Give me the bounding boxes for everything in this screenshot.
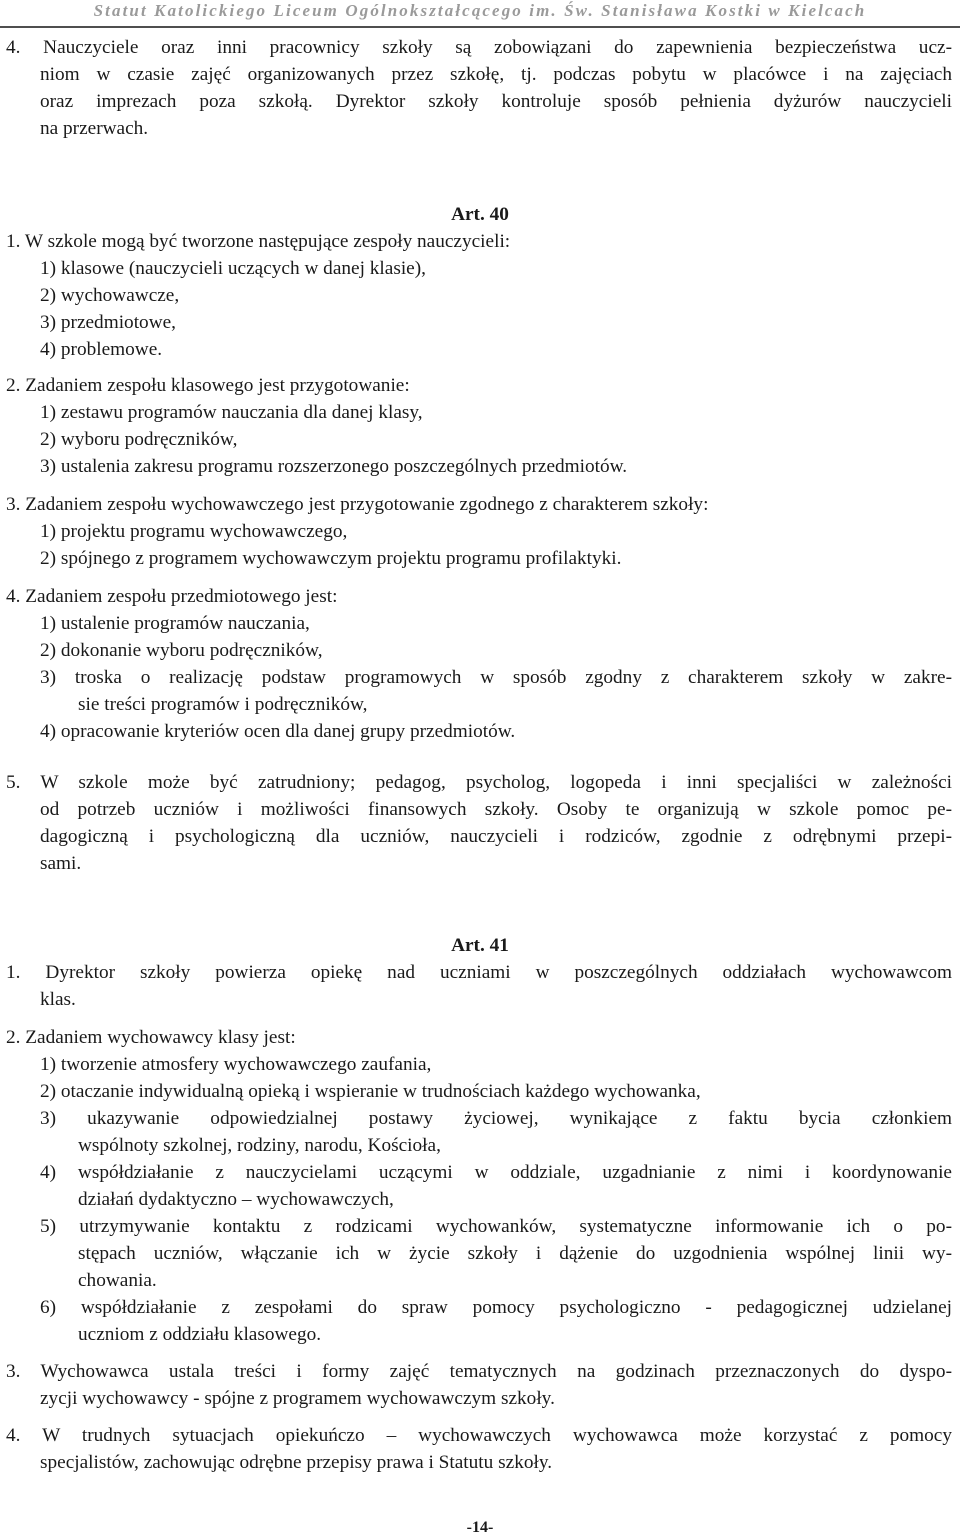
article-heading: Art. 41 — [451, 935, 509, 956]
paragraph-line: 2. Zadaniem wychowawcy klasy jest: — [6, 1027, 296, 1048]
article-heading: Art. 40 — [451, 204, 509, 225]
paragraph-line: 5. W szkole może być zatrudniony; pedagog, psycholog, logopeda i inni specjaliści w zależności — [6, 772, 952, 793]
paragraph-line: 4. Zadaniem zespołu przedmiotowego jest: — [6, 586, 338, 607]
paragraph-line: od potrzeb uczniów i możliwości finansowych szkoły. Osoby te organizują w szkole pomoc pe- — [40, 799, 952, 820]
list-item-continuation: stępach uczniów, włączanie ich w życie szkoły i dążenie do uzgodnienia wspólnej linii wy- — [78, 1243, 952, 1264]
list-item: 3) przedmiotowe, — [40, 312, 176, 333]
list-item: 4) opracowanie kryteriów ocen dla danej grupy przedmiotów. — [40, 721, 516, 742]
paragraph-line: klas. — [40, 989, 76, 1010]
list-item: 6) współdziałanie z zespołami do spraw pomocy psychologiczno - pedagogicznej udzielanej — [40, 1297, 952, 1318]
list-item: 1) klasowe (nauczycieli uczących w danej klasie), — [40, 258, 426, 279]
paragraph-line: 3. Wychowawca ustala treści i formy zajęć tematycznych na godzinach przeznaczonych do dyspo- — [6, 1361, 952, 1382]
list-item: 5) utrzymywanie kontaktu z rodzicami wychowanków, systematyczne informowanie ich o po- — [40, 1216, 952, 1237]
list-item-continuation: chowania. — [78, 1270, 157, 1291]
list-item: 2) spójnego z programem wychowawczym projektu programu profilaktyki. — [40, 548, 622, 569]
list-item: 2) otaczanie indywidualną opieką i wspieranie w trudnościach każdego wychowanka, — [40, 1081, 701, 1102]
paragraph-line: sami. — [40, 853, 82, 874]
paragraph-line: 4. W trudnych sytuacjach opiekuńczo – wychowawczych wychowawca może korzystać z pomocy — [6, 1425, 952, 1446]
list-item: 2) wyboru podręczników, — [40, 429, 238, 450]
list-item: 1) projektu programu wychowawczego, — [40, 521, 348, 542]
header-divider — [0, 26, 960, 28]
paragraph-line: 4. Nauczyciele oraz inni pracownicy szkoły są zobowiązani do zapewnienia bezpieczeństwa ucz- — [6, 37, 952, 58]
list-item-continuation: sie treści programów i podręczników, — [78, 694, 368, 715]
list-item: 1) tworzenie atmosfery wychowawczego zaufania, — [40, 1054, 432, 1075]
paragraph-line: dagogiczną i psychologiczną dla uczniów, nauczycieli i rodziców, zgodnie z odrębnymi przepi- — [40, 826, 952, 847]
list-item: 4) współdziałanie z nauczycielami uczącymi w oddziale, uzgadnianie z nimi i koordynowanie — [40, 1162, 952, 1183]
page-number: -14- — [466, 1519, 494, 1536]
paragraph-line: 1. Dyrektor szkoły powierza opiekę nad uczniami w poszczególnych oddziałach wychowawcom — [6, 962, 952, 983]
paragraph-line: 2. Zadaniem zespołu klasowego jest przygotowanie: — [6, 375, 410, 396]
page-header: Statut Katolickiego Liceum Ogólnokształcącego im. Św. Stanisława Kostki w Kielcach — [93, 1, 867, 20]
list-item-continuation: działań dydaktyczno – wychowawczych, — [78, 1189, 394, 1210]
list-item: 3) ukazywanie odpowiedzialnej postawy życiowej, wynikające z faktu bycia członkiem — [40, 1108, 952, 1129]
paragraph-line: oraz imprezach poza szkołą. Dyrektor szkoły kontroluje sposób pełnienia dyżurów nauczycieli — [40, 91, 952, 112]
list-item-continuation: wspólnoty szkolnej, rodziny, narodu, Kościoła, — [78, 1135, 441, 1156]
paragraph-line: specjalistów, zachowując odrębne przepisy prawa i Statutu szkoły. — [40, 1452, 553, 1473]
list-item-continuation: uczniom z oddziału klasowego. — [78, 1324, 322, 1345]
list-item: 2) dokonanie wyboru podręczników, — [40, 640, 323, 661]
paragraph-line: niom w czasie zajęć organizowanych przez szkołę, tj. podczas pobytu w placówce i na zajęciach — [40, 64, 952, 85]
list-item: 3) troska o realizację podstaw programowych w sposób zgodny z charakterem szkoły w zakre- — [40, 667, 952, 688]
list-item: 1) zestawu programów nauczania dla danej klasy, — [40, 402, 423, 423]
paragraph-line: zycji wychowawcy - spójne z programem wychowawczym szkoły. — [40, 1388, 555, 1409]
paragraph-line: 1. W szkole mogą być tworzone następujące zespoły nauczycieli: — [6, 231, 511, 252]
paragraph-line: na przerwach. — [40, 118, 149, 139]
list-item: 3) ustalenia zakresu programu rozszerzonego poszczególnych przedmiotów. — [40, 456, 628, 477]
list-item: 4) problemowe. — [40, 339, 163, 360]
paragraph-line: 3. Zadaniem zespołu wychowawczego jest przygotowanie zgodnego z charakterem szkoły: — [6, 494, 709, 515]
list-item: 1) ustalenie programów nauczania, — [40, 613, 310, 634]
list-item: 2) wychowawcze, — [40, 285, 180, 306]
